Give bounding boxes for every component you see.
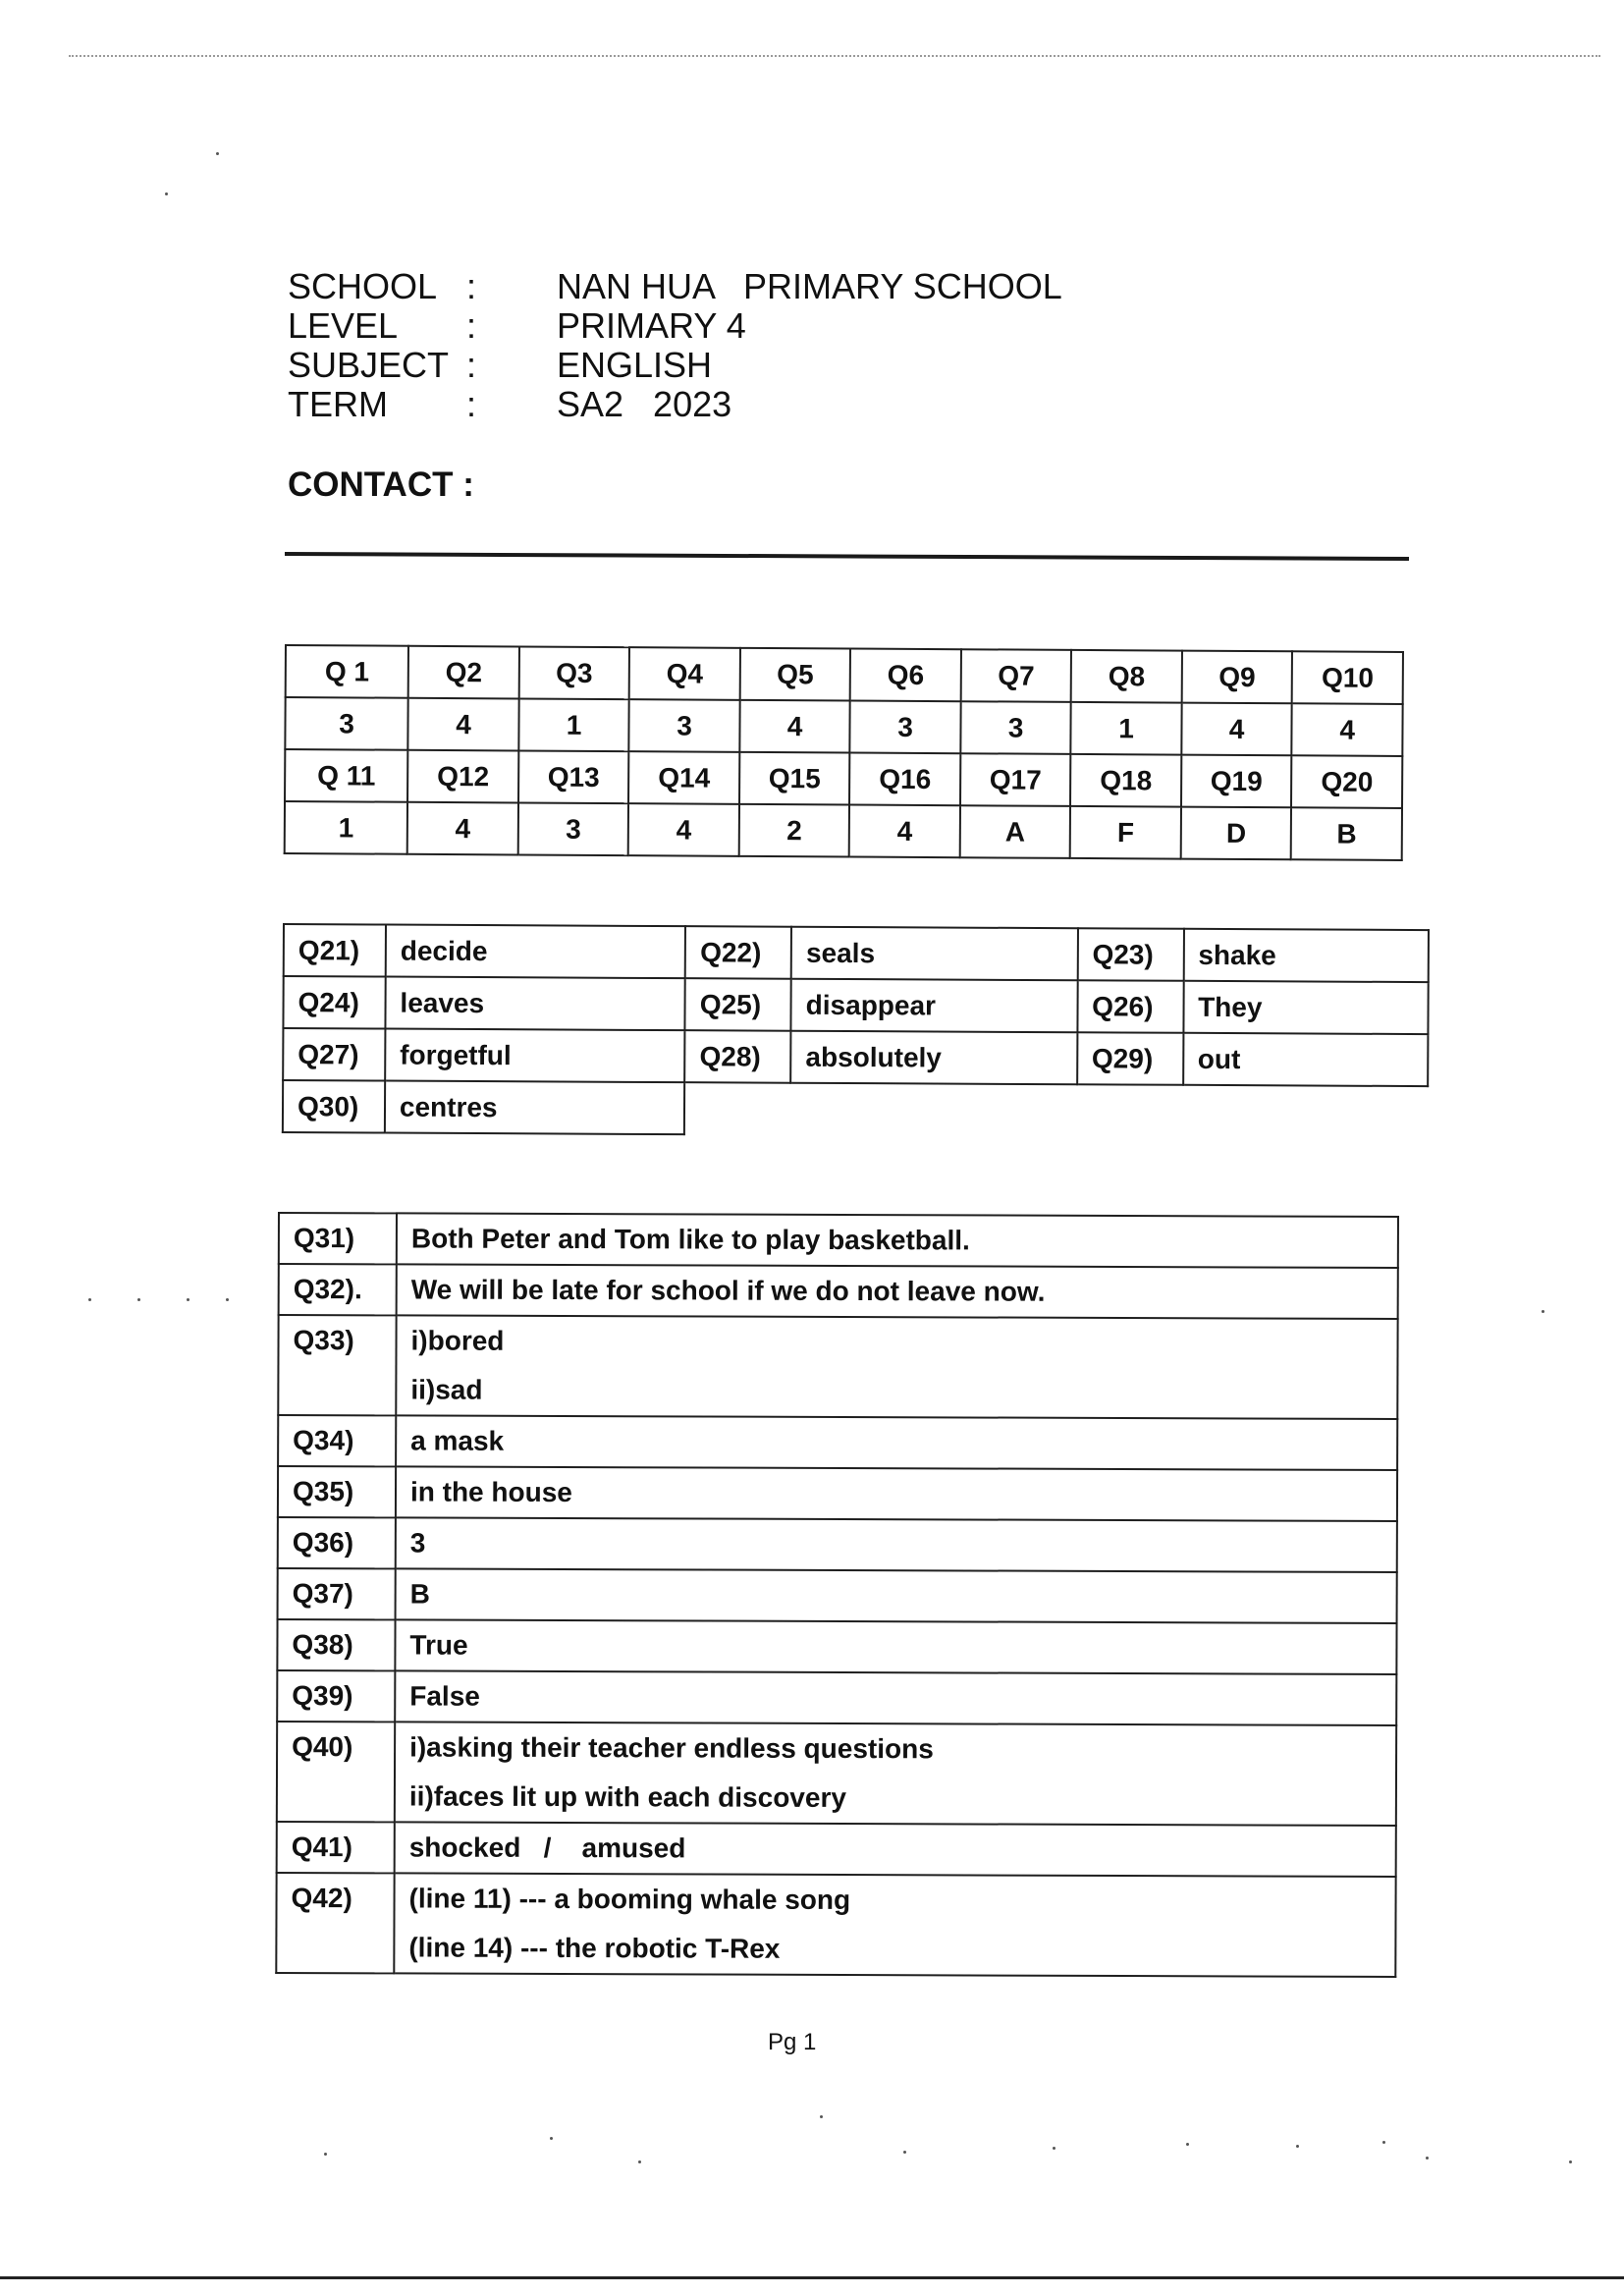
- mcq-question-cell: Q20: [1291, 755, 1402, 808]
- header-colon: :: [466, 305, 477, 346]
- scan-speck: [1382, 2141, 1385, 2144]
- bottom-rule: [0, 2276, 1624, 2279]
- cloze-question: Q29): [1077, 1032, 1183, 1085]
- mcq-question-cell: Q8: [1071, 650, 1182, 703]
- answer-text: [395, 1619, 1396, 1674]
- scan-speck: [324, 2153, 327, 2156]
- answer-line: B: [409, 1578, 430, 1610]
- mcq-question-cell: Q19: [1181, 755, 1292, 808]
- mcq-question-cell: Q15: [739, 752, 850, 805]
- mcq-answer-cell: 4: [849, 805, 960, 858]
- header-value: NAN HUA PRIMARY SCHOOL: [557, 266, 1062, 306]
- answer-row: [278, 1517, 1397, 1572]
- mcq-answer-row: [285, 801, 1402, 860]
- scan-speck: [550, 2137, 553, 2140]
- scan-speck: [216, 152, 219, 155]
- header-row-school: [288, 267, 1062, 306]
- mcq-question-cell: Q 1: [286, 645, 409, 698]
- mcq-answer-cell: 3: [850, 701, 961, 754]
- mcq-question-cell: Q2: [408, 646, 519, 699]
- cloze-row: [283, 1028, 1428, 1086]
- mcq-question-cell: Q16: [849, 753, 960, 806]
- mcq-answer-cell: 2: [739, 804, 850, 857]
- cloze-question: Q22): [685, 926, 791, 979]
- answer-line: in the house: [409, 1476, 572, 1508]
- scan-speck: [1296, 2145, 1299, 2148]
- mcq-question-row: [285, 749, 1402, 808]
- mcq-question-cell: Q 11: [285, 749, 408, 802]
- mcq-answer-cell: 4: [407, 802, 518, 855]
- answer-question-number: Q38): [277, 1619, 395, 1670]
- scan-speck: [820, 2115, 823, 2118]
- cloze-question: Q23): [1077, 928, 1183, 981]
- answer-question-number: Q33): [278, 1315, 396, 1415]
- answer-line: ii)sad: [410, 1374, 483, 1405]
- answer-row: [279, 1213, 1398, 1268]
- answer-line: (line 14) --- the robotic T-Rex: [408, 1932, 781, 1964]
- cloze-answer: absolutely: [790, 1031, 1077, 1085]
- answer-line: (line 11) --- a booming whale song: [408, 1883, 851, 1916]
- mcq-question-row: [286, 645, 1403, 704]
- answer-text: [396, 1415, 1397, 1470]
- cloze-question: Q26): [1077, 980, 1183, 1033]
- answer-row: [278, 1466, 1397, 1521]
- answer-row: [279, 1264, 1398, 1319]
- cloze-answer: seals: [791, 927, 1078, 981]
- header-divider: [285, 552, 1409, 561]
- answer-question-number: Q42): [276, 1873, 394, 1973]
- open-ended-answer-table: [275, 1212, 1399, 1978]
- cloze-question: Q30): [283, 1080, 385, 1133]
- answer-question-number: Q34): [278, 1415, 396, 1466]
- mcq-answer-cell: D: [1181, 807, 1292, 860]
- mcq-question-cell: Q17: [960, 753, 1071, 806]
- mcq-question-cell: Q18: [1070, 754, 1181, 807]
- answer-row: [278, 1315, 1397, 1419]
- mcq-question-cell: Q4: [629, 647, 740, 700]
- scan-speck: [1053, 2147, 1056, 2150]
- cloze-answer: They: [1183, 981, 1429, 1034]
- page-number: Pg 1: [768, 2029, 817, 2055]
- mcq-answer-cell: 4: [1292, 703, 1403, 756]
- cloze-answer: disappear: [791, 979, 1078, 1033]
- mcq-question-cell: Q14: [628, 751, 739, 804]
- mcq-answer-table: [284, 644, 1404, 861]
- cloze-row: [283, 976, 1428, 1034]
- answer-row: [276, 1873, 1395, 1977]
- cloze-question: Q24): [283, 976, 385, 1029]
- answer-question-number: Q40): [277, 1722, 395, 1822]
- answer-row: [277, 1722, 1396, 1826]
- mcq-answer-cell: 3: [285, 697, 408, 750]
- scan-speck: [88, 1298, 91, 1301]
- scan-speck: [165, 192, 168, 195]
- answer-row: [277, 1670, 1396, 1725]
- answer-row: [278, 1415, 1397, 1470]
- answer-question-number: Q36): [278, 1517, 396, 1568]
- mcq-answer-cell: 4: [1181, 703, 1292, 756]
- cloze-answer: decide: [386, 925, 686, 979]
- answer-line: a mask: [410, 1425, 505, 1456]
- empty-cell: [684, 1082, 1428, 1138]
- cloze-question: Q28): [684, 1030, 790, 1083]
- scan-speck: [1186, 2143, 1189, 2146]
- answer-row: [277, 1822, 1396, 1877]
- cloze-answer: shake: [1183, 929, 1429, 982]
- answer-text: [397, 1264, 1398, 1319]
- answer-question-number: Q35): [278, 1466, 396, 1517]
- answer-text: [396, 1315, 1397, 1419]
- mcq-answer-cell: 4: [628, 803, 739, 856]
- answer-text: [397, 1213, 1398, 1268]
- header-value: ENGLISH: [557, 345, 713, 385]
- cloze-answer-table: [282, 923, 1430, 1139]
- mcq-answer-cell: 3: [629, 699, 740, 752]
- answer-line: False: [409, 1680, 480, 1712]
- answer-text: [396, 1568, 1397, 1623]
- answer-line: shocked / amused: [408, 1831, 686, 1864]
- top-dotted-rule: [69, 55, 1600, 57]
- scan-speck: [137, 1298, 140, 1301]
- header-label: SUBJECT: [288, 345, 450, 385]
- scan-speck: [1569, 2160, 1572, 2163]
- mcq-question-cell: Q5: [739, 648, 850, 701]
- header-row-subject: [288, 346, 1062, 385]
- contact-label: CONTACT :: [288, 465, 474, 504]
- answer-line: i)asking their teacher endless questions: [409, 1731, 934, 1765]
- cloze-row: [284, 924, 1429, 982]
- scan-speck: [1542, 1310, 1544, 1313]
- scan-speck: [638, 2160, 641, 2163]
- cloze-question: Q21): [284, 924, 386, 977]
- header-colon: :: [466, 266, 477, 306]
- document-header: [288, 267, 1062, 424]
- answer-question-number: Q31): [279, 1213, 397, 1264]
- scan-speck: [903, 2151, 906, 2154]
- mcq-question-cell: Q12: [407, 750, 518, 803]
- answer-question-number: Q41): [277, 1822, 395, 1873]
- answer-question-number: Q39): [277, 1670, 395, 1722]
- mcq-question-cell: Q9: [1182, 651, 1293, 704]
- header-row-level: [288, 306, 1062, 346]
- answer-row: [277, 1619, 1396, 1674]
- cloze-answer: out: [1183, 1033, 1429, 1086]
- mcq-answer-cell: 1: [1071, 702, 1182, 755]
- answer-text: [395, 1722, 1396, 1826]
- mcq-answer-cell: 3: [960, 701, 1071, 754]
- answer-row: [278, 1568, 1397, 1623]
- mcq-answer-cell: 1: [518, 698, 629, 751]
- mcq-answer-cell: 3: [517, 802, 628, 855]
- answer-text: [394, 1873, 1395, 1977]
- answer-line: Both Peter and Tom like to play basketball.: [410, 1223, 970, 1256]
- answer-line: True: [409, 1629, 468, 1661]
- mcq-question-cell: Q3: [518, 646, 629, 699]
- header-value: SA2 2023: [557, 384, 732, 424]
- header-label: LEVEL: [288, 305, 399, 346]
- scan-speck: [226, 1298, 229, 1301]
- cloze-answer: centres: [385, 1081, 685, 1135]
- answer-text: [395, 1670, 1396, 1725]
- answer-line: We will be late for school if we do not leave now.: [410, 1274, 1046, 1307]
- header-label: TERM: [288, 384, 388, 424]
- mcq-question-cell: Q10: [1292, 651, 1403, 704]
- header-colon: :: [466, 345, 477, 385]
- mcq-question-cell: Q13: [518, 750, 629, 803]
- answer-line: ii)faces lit up with each discovery: [408, 1780, 847, 1814]
- answer-text: [396, 1466, 1397, 1521]
- header-colon: :: [466, 384, 477, 424]
- answer-text: [395, 1822, 1396, 1877]
- mcq-answer-cell: 4: [739, 700, 850, 753]
- cloze-row: [283, 1080, 1428, 1138]
- cloze-question: Q27): [283, 1028, 385, 1081]
- header-row-term: [288, 385, 1062, 424]
- mcq-question-cell: Q6: [850, 649, 961, 702]
- mcq-answer-cell: 1: [285, 801, 408, 854]
- answer-question-number: Q32).: [279, 1264, 397, 1315]
- cloze-answer: leaves: [385, 977, 685, 1031]
- mcq-answer-row: [285, 697, 1402, 756]
- answer-question-number: Q37): [278, 1568, 396, 1619]
- mcq-question-cell: Q7: [961, 649, 1072, 702]
- header-value: PRIMARY 4: [557, 305, 746, 346]
- mcq-answer-cell: B: [1291, 807, 1402, 860]
- scan-speck: [1426, 2157, 1429, 2159]
- header-label: SCHOOL: [288, 266, 438, 306]
- mcq-answer-cell: F: [1070, 806, 1181, 859]
- answer-line: 3: [409, 1527, 426, 1558]
- answer-line: i)bored: [410, 1325, 505, 1356]
- cloze-answer: forgetful: [385, 1029, 685, 1083]
- scan-speck: [187, 1298, 189, 1301]
- mcq-answer-cell: A: [960, 805, 1071, 858]
- mcq-answer-cell: 4: [408, 698, 519, 751]
- cloze-question: Q25): [685, 978, 791, 1031]
- answer-text: [396, 1517, 1397, 1572]
